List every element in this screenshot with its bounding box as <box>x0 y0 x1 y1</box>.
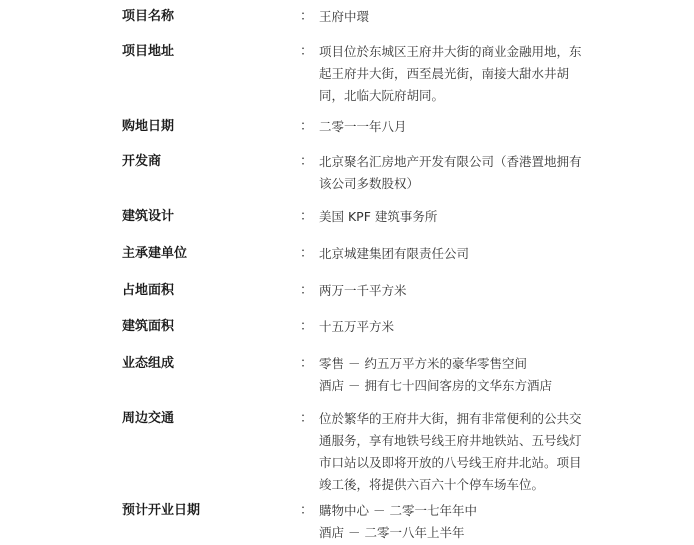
value-developer <box>319 151 599 195</box>
colon: ： <box>300 356 314 371</box>
colon: ： <box>300 283 314 298</box>
label-architect: 建筑设计 <box>122 209 175 224</box>
value-line: 起王府井大街，西至晨光街，南接大甜水井胡 <box>319 66 570 81</box>
label-expected-opening: 预计开业日期 <box>122 503 201 518</box>
value-expected-opening <box>319 500 599 544</box>
value-floor-area <box>319 316 599 338</box>
value-line: 北京城建集团有限责任公司 <box>319 246 470 261</box>
value-line: 北京聚名汇房地产开发有限公司（香港置地拥有 <box>319 154 582 169</box>
label-site-area: 占地面积 <box>122 283 175 298</box>
colon: ： <box>300 154 314 169</box>
colon: ： <box>300 44 314 59</box>
label-purchase-date: 购地日期 <box>122 119 175 134</box>
value-line: 酒店 － 二零一八年上半年 <box>319 525 465 540</box>
colon: ： <box>300 9 314 24</box>
value-line: 王府中環 <box>319 9 370 24</box>
value-line: 位於繁华的王府井大街，拥有非常便利的公共交 <box>319 411 582 426</box>
value-line: 竣工後，将提供六百六十个停车场车位。 <box>319 477 545 492</box>
value-line: 購物中心 － 二零一七年年中 <box>319 503 477 518</box>
value-line: 二零一一年八月 <box>319 119 407 134</box>
value-architect <box>319 206 599 228</box>
colon: ： <box>300 503 314 518</box>
value-transport <box>319 408 599 496</box>
label-main-contractor: 主承建单位 <box>122 246 188 261</box>
value-line: 十五万平方米 <box>319 319 395 334</box>
colon: ： <box>300 119 314 134</box>
label-business-mix: 业态组成 <box>122 356 175 371</box>
value-main-contractor <box>319 243 599 265</box>
value-line: 两万一千平方米 <box>319 283 407 298</box>
colon: ： <box>300 209 314 224</box>
colon: ： <box>300 411 314 426</box>
value-line: 该公司多数股权） <box>319 176 420 191</box>
label-project-address: 项目地址 <box>122 44 175 59</box>
value-line: 市口站以及即将开放的八号线王府井北站。项目 <box>319 455 582 470</box>
value-purchase-date <box>319 116 599 138</box>
value-line: 项目位於东城区王府井大街的商业金融用地，东 <box>319 44 582 59</box>
value-line: 同，北临大阮府胡同。 <box>319 88 445 103</box>
label-transport: 周边交通 <box>122 411 175 426</box>
value-line: 酒店 － 拥有七十四间客房的文华东方酒店 <box>319 378 552 393</box>
value-project-name <box>319 6 599 28</box>
value-site-area <box>319 280 599 302</box>
colon: ： <box>300 246 314 261</box>
value-line: 零售 － 约五万平方米的豪华零售空间 <box>319 356 527 371</box>
value-line: 通服务，享有地铁号线王府井地铁站、五号线灯 <box>319 433 582 448</box>
value-project-address <box>319 41 599 107</box>
colon: ： <box>300 319 314 334</box>
value-line: 美国 KPF 建筑事务所 <box>319 209 438 224</box>
label-project-name: 项目名称 <box>122 9 175 24</box>
value-business-mix <box>319 353 599 397</box>
label-developer: 开发商 <box>122 154 162 169</box>
label-floor-area: 建筑面积 <box>122 319 175 334</box>
